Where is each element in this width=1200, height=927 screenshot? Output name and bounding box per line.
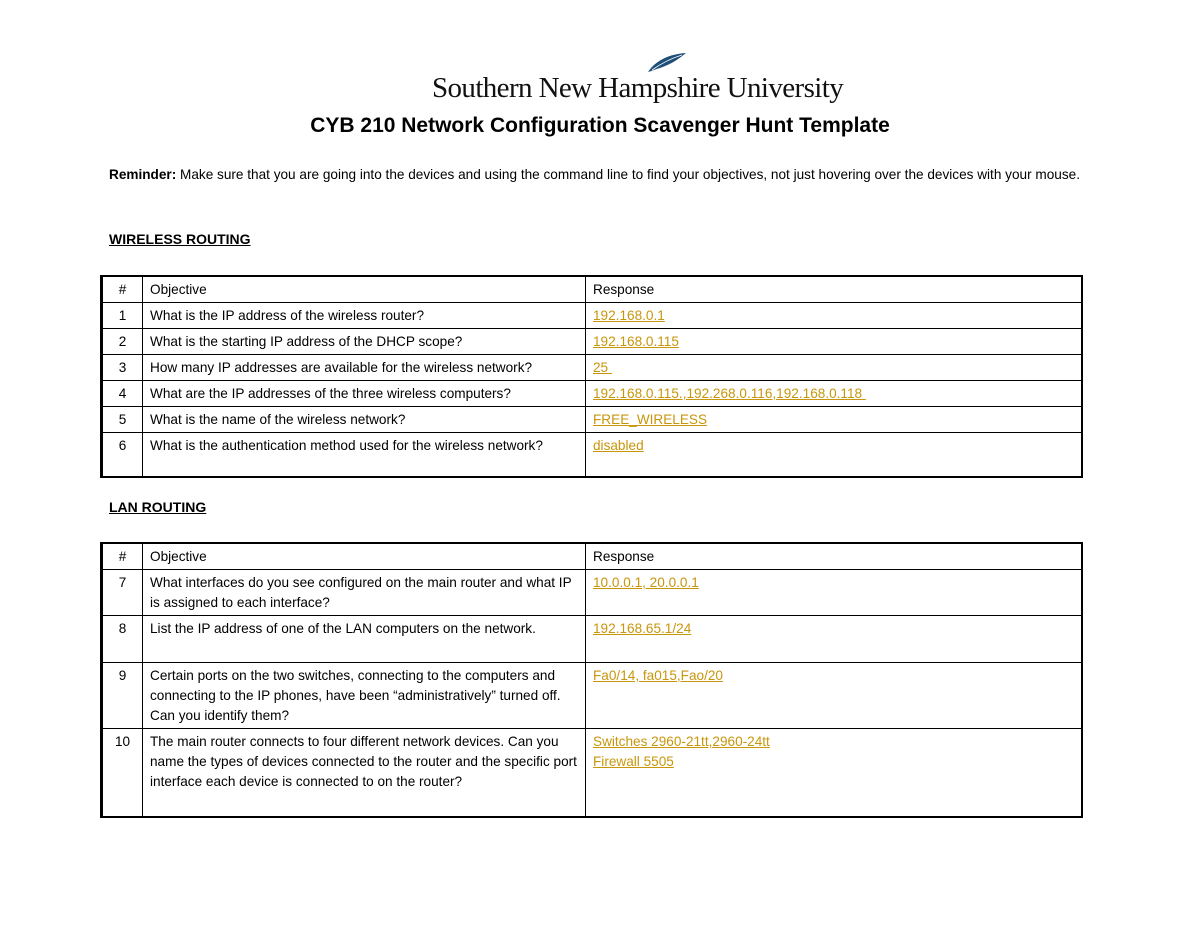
wireless-routing-heading: WIRELESS ROUTING	[109, 231, 251, 247]
table-header-row	[102, 276, 1083, 303]
header-objective: Objective	[143, 543, 586, 570]
response-value: Fa0/14, fa015,Fao/20	[593, 668, 723, 683]
row-response	[586, 407, 1083, 433]
table-row	[102, 407, 1083, 433]
response-value: 25	[593, 360, 612, 375]
response-value: disabled	[593, 438, 644, 453]
table-row	[102, 381, 1083, 407]
response-value: Switches 2960-21tt,2960-24tt	[593, 734, 770, 749]
row-objective: What is the name of the wireless network?	[143, 407, 586, 433]
wireless-routing-table	[100, 275, 1083, 478]
header-number: #	[102, 276, 143, 303]
row-objective: What is the authentication method used for the wireless network?	[143, 433, 586, 477]
page-title: CYB 210 Network Configuration Scavenger Hunt Template	[310, 114, 890, 137]
table-row	[102, 729, 1083, 817]
header-response: Response	[586, 276, 1083, 303]
university-logo	[432, 50, 844, 106]
row-response	[586, 381, 1083, 407]
row-response	[586, 355, 1083, 381]
row-response	[586, 303, 1083, 329]
row-response	[586, 570, 1083, 616]
response-value: 192.168.65.1/24	[593, 621, 692, 636]
reminder-label: Reminder:	[109, 167, 177, 182]
row-response	[586, 616, 1083, 663]
lan-routing-table	[100, 542, 1083, 818]
row-objective: What are the IP addresses of the three wireless computers?	[143, 381, 586, 407]
response-value: 10.0.0.1, 20.0.0.1	[593, 575, 699, 590]
row-number: 8	[102, 616, 143, 663]
row-objective: How many IP addresses are available for the wireless network?	[143, 355, 586, 381]
row-objective: What interfaces do you see configured on the main router and what IP is assigned to each interface?	[143, 570, 586, 616]
row-response	[586, 663, 1083, 729]
lan-routing-heading: LAN ROUTING	[109, 499, 207, 515]
table-row	[102, 663, 1083, 729]
row-number: 4	[102, 381, 143, 407]
logo-wordmark: Southern New Hampshire University	[432, 72, 844, 104]
row-number: 10	[102, 729, 143, 817]
header-number: #	[102, 543, 143, 570]
row-objective: What is the starting IP address of the DHCP scope?	[143, 329, 586, 355]
row-number: 9	[102, 663, 143, 729]
table-row	[102, 570, 1083, 616]
row-objective: List the IP address of one of the LAN computers on the network.	[143, 616, 586, 663]
row-number: 5	[102, 407, 143, 433]
header-response: Response	[586, 543, 1083, 570]
feather-icon	[646, 52, 688, 74]
table-row	[102, 355, 1083, 381]
table-header-row	[102, 543, 1083, 570]
row-response	[586, 329, 1083, 355]
table-row	[102, 616, 1083, 663]
row-objective: Certain ports on the two switches, connecting to the computers and connecting to the IP phones, have been “administratively” turned off. Can you identify them?	[143, 663, 586, 729]
row-objective: What is the IP address of the wireless router?	[143, 303, 586, 329]
row-response	[586, 729, 1083, 817]
row-number: 2	[102, 329, 143, 355]
response-value: 192.168.0.115	[593, 334, 679, 349]
row-number: 6	[102, 433, 143, 477]
row-number: 1	[102, 303, 143, 329]
response-value: 192.168.0.115.,192.268.0.116,192.168.0.118	[593, 386, 866, 401]
response-value: FREE_WIRELESS	[593, 412, 708, 427]
reminder-text: Make sure that you are going into the devices and using the command line to find your objectives, not just hovering over the devices with your mouse.	[176, 167, 1080, 182]
response-value: 192.168.0.1	[593, 308, 665, 323]
row-objective: The main router connects to four different network devices. Can you name the types of devices connected to the router and the specific port interface each device is connected to on the router?	[143, 729, 586, 817]
table-row	[102, 433, 1083, 477]
header-objective: Objective	[143, 276, 586, 303]
table-row	[102, 329, 1083, 355]
row-number: 3	[102, 355, 143, 381]
reminder-paragraph	[109, 164, 1094, 186]
row-number: 7	[102, 570, 143, 616]
row-response	[586, 433, 1083, 477]
response-value: Firewall 5505	[593, 754, 674, 769]
table-row	[102, 303, 1083, 329]
